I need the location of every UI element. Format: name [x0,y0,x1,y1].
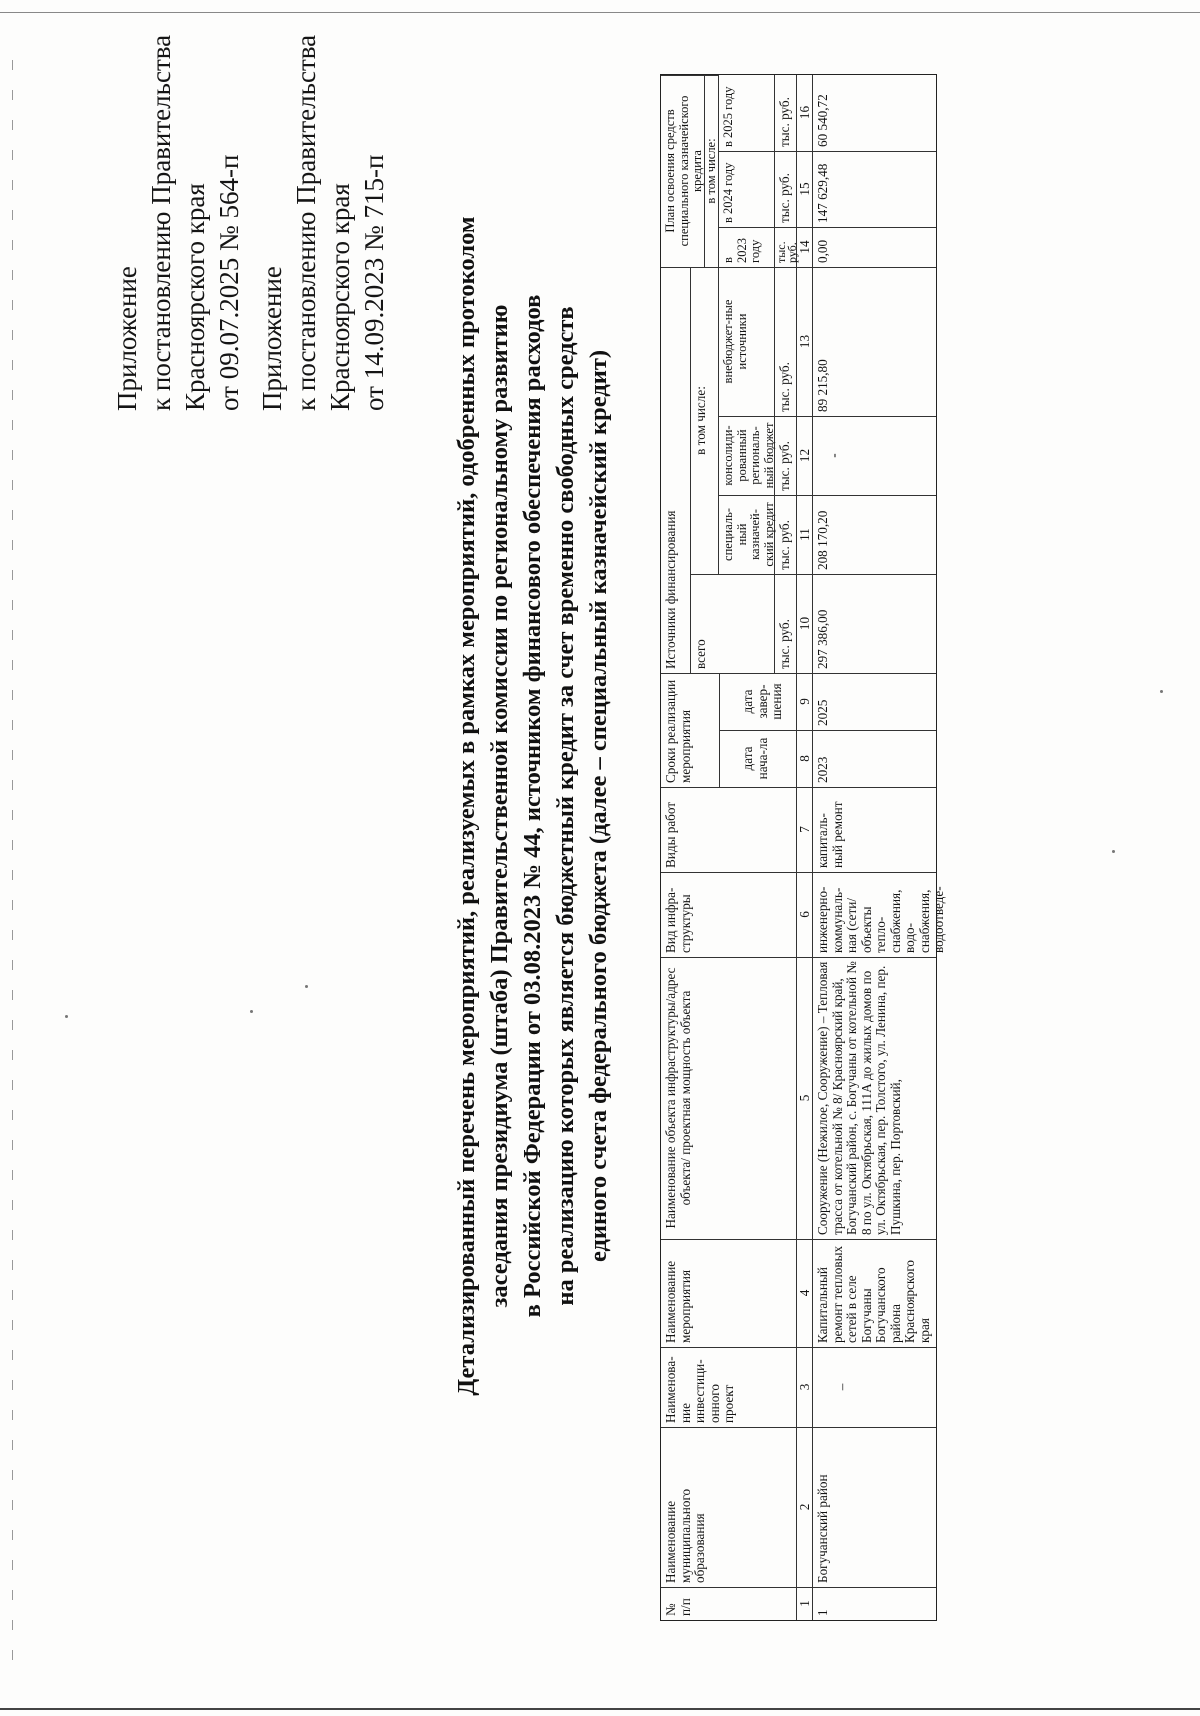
row-special-credit: 208 170,20 [813,495,936,574]
column-number: 4 [797,1239,813,1347]
header-col-number: № п/п [661,1587,797,1620]
header-regional-budget: консолиди-рованный региональ-ный бюджет [719,416,775,495]
unit-cell: тыс. руб. [775,574,797,673]
appendix-line: Приложение [112,266,142,411]
column-number: 10 [797,574,813,673]
title-line: Детализированный перечень мероприятий, реализуемых в рамках мероприятий, одобренных протоколом [453,216,480,1396]
column-number: 8 [797,730,813,787]
appendix-line: Приложение [257,266,287,411]
header-plan: План освоения средств специального казначейского кредита [661,75,705,267]
column-number: 3 [797,1347,813,1427]
column-number: 12 [797,416,813,495]
row-total: 297 386,00 [813,574,936,673]
appendix-line: к постановлению Правительства [291,34,321,411]
row-regional-budget: - [813,416,936,495]
header-year-2025: в 2025 году [719,75,775,151]
header-total: всего [691,574,775,673]
title-line: заседания президиума (штаба) Правительственной комиссии по региональному развитию [486,304,513,1308]
row-project: – [813,1347,936,1427]
header-year-2024: в 2024 году [719,151,775,227]
column-number: 9 [797,673,813,730]
unit-cell: тыс. руб. [775,151,797,227]
header-works: Виды работ [661,787,797,872]
row-offbudget: 89 215,80 [813,267,936,416]
appendix-line: Красноярского края [180,183,210,411]
header-offbudget: внебюджет-ные источники [719,267,775,416]
unit-cell: тыс. руб. [775,495,797,574]
header-project: Наименова-ние инвестици-онного проект [661,1347,797,1427]
header-year-2023: в 2023 году [719,227,775,267]
column-number: 14 [797,227,813,267]
row-number: 1 [813,1587,936,1620]
header-start-date: дата нача-ла [719,730,797,787]
header-special-credit: специаль-ный казначей-ский кредит [719,495,775,574]
appendix-line: к постановлению Правительства [146,34,176,411]
measures-table [660,74,946,1621]
header-end-date: дата завер-шения [719,673,797,730]
header-sources: Источники финансирования [661,267,691,673]
unit-cell: тыс. руб. [775,227,797,267]
unit-cell: тыс. руб. [775,75,797,151]
row-municipality: Богучанский район [813,1427,936,1587]
appendix-block-previous [255,35,391,411]
title-line: в Российской Федерации от 03.08.2023 № 44, источником финансового обеспечения расходов [519,294,546,1318]
row-plan-2025: 60 540,72 [815,94,830,147]
unit-cell: тыс. руб. [775,416,797,495]
header-infra-type: Вид инфра-структуры [661,872,797,957]
row-object: Сооружение (Нежилое, Сооружение) – Тепловая трасса от котельной № 8/ Красноярский край, Богучанский район, с. Богучаны от котельной № 8 по ул. Октябрьская, 111А до жилых домов по ул. Октябрьская, пер. Толстого, ул. Ленина, пер. Пушкина, пер. Портовский, [813,957,936,1239]
column-number: 2 [797,1427,813,1587]
column-number: 1 [797,1587,813,1620]
column-number: 11 [797,495,813,574]
row-start-year: 2023 [813,730,936,787]
appendix-date: от 14.09.2023 № 715-п [359,154,389,411]
header-incl: в том числе: [691,267,719,574]
column-number: 7 [797,787,813,872]
column-number: 13 [797,267,813,416]
appendix-block-current [110,35,246,411]
column-number: 5 [797,957,813,1239]
row-measure: Капитальный ремонт тепловых сетей в селе Богучаны Богучанского района Красноярского края [813,1239,936,1347]
header-plan-incl: в том числе: [705,75,719,267]
title-line: единого счета федерального бюджета (далее – специальный казначейский кредит) [585,349,612,1263]
header-municipality: Наименование муниципального образования [661,1427,797,1587]
appendix-date: от 09.07.2025 № 564-п [214,154,244,411]
column-number: 16 [797,75,813,151]
title-line: на реализацию которых является бюджетный кредит за счет временно свободных средств [552,306,579,1306]
row-works: капиталь-ный ремонт [813,787,936,872]
row-plan-2023: 0,00 [813,227,936,267]
column-number: 6 [797,872,813,957]
appendix-line: Красноярского края [325,183,355,411]
document-title [450,76,615,1536]
row-plan-2024: 147 629,48 [813,151,936,227]
row-infra-type: инженерно-коммуналь-ная (сети/ объекты тепло-снабжения, водо-снабжения, водоотведе- [813,872,936,957]
header-object: Наименование объекта инфраструктуры/адрес объекта/ проектная мощность объекта [661,957,797,1239]
unit-cell: тыс. руб. [775,267,797,416]
row-end-year: 2025 [813,673,936,730]
header-measure: Наименование мероприятия [661,1239,797,1347]
column-number: 15 [797,151,813,227]
header-terms: Сроки реализации мероприятия [661,673,719,787]
